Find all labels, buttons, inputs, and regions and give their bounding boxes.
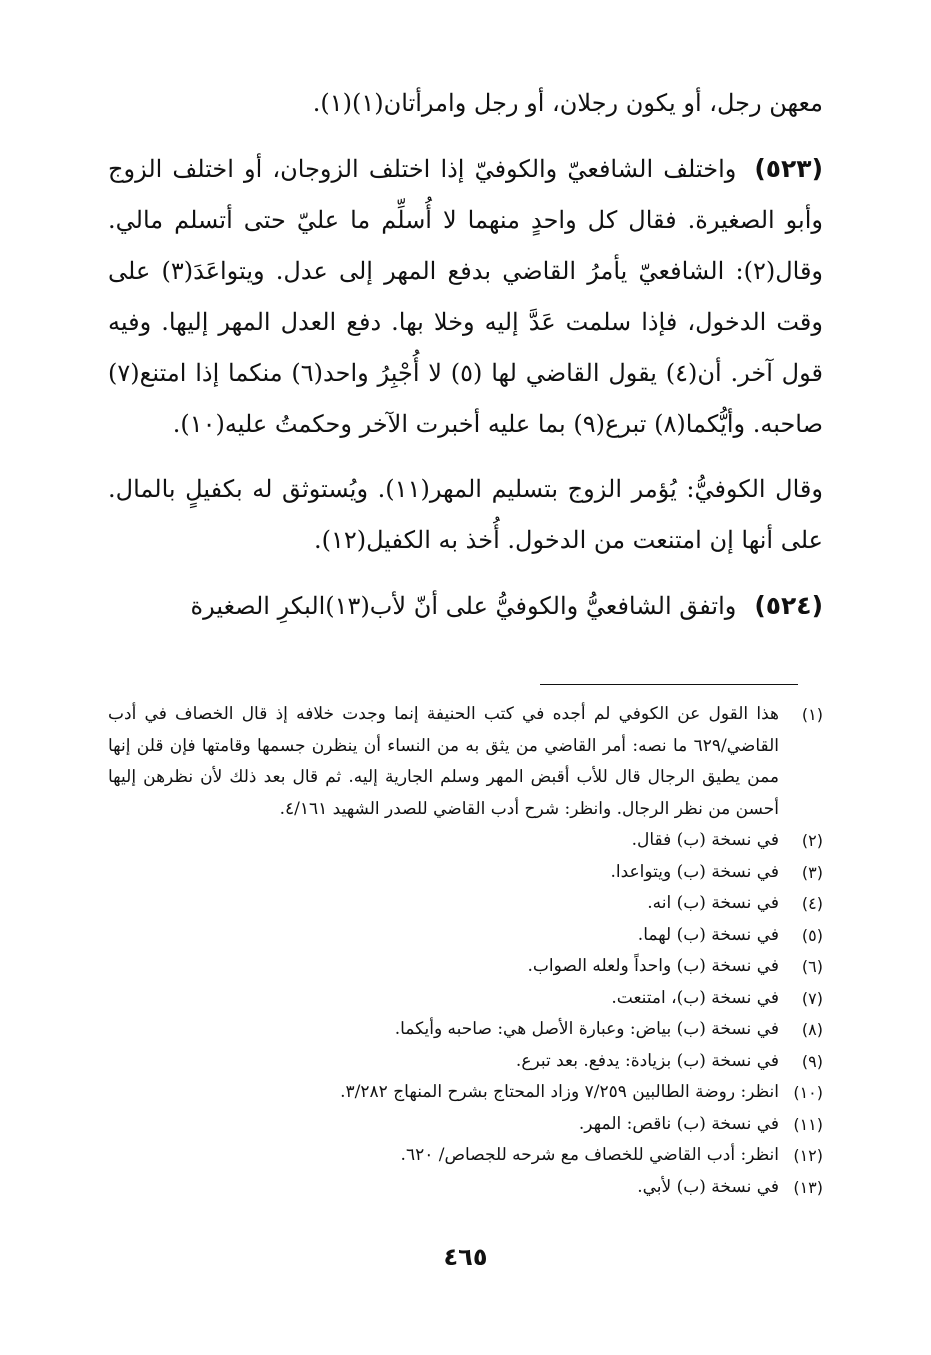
- footnote-text: انظر: روضة الطالبين ٧/٢٥٩ وزاد المحتاج بشرح المنهاج ٣/٢٨٢.: [340, 1082, 779, 1102]
- section-524-number: (٥٢٤): [754, 591, 823, 620]
- section-524-paragraph: [108, 580, 823, 632]
- footnote-number: (٧): [801, 988, 823, 1008]
- footnote-item: [108, 983, 823, 1015]
- intro-paragraph: معهن رجل، أو يكون رجلان، أو رجل وامرأتان(١)(١).: [312, 89, 823, 117]
- footnote-number: (١٢): [793, 1146, 823, 1165]
- footnote-text: في نسخة (ب) واحداً ولعله الصواب.: [527, 956, 779, 976]
- footnote-number: (٩): [801, 1051, 823, 1071]
- footnote-separator: [540, 684, 798, 685]
- footnote-item: [108, 699, 823, 825]
- footnote-number: (٣): [801, 862, 823, 882]
- footnote-item: [108, 1172, 823, 1204]
- footnote-text: هذا القول عن الكوفي لم أجده في كتب الحنيفة إنما وجدت خلافه إذ قال الخصاف في أدب القاضي/٦٢٩ ما نصه: أمر القاضي من يثق به من النساء أن ينظرن جسمها وقامتها فإن قلن إنها ممن يطيق الرجال قال للأب أقبض المهر وسلم الجارية إليه. ثم قال بعد ذلك لأن نظرهن إليها أحسن من نظر الرجال. وانظر: شرح أدب القاضي للصدر الشهيد ٤/١٦١.: [108, 704, 779, 819]
- footnote-text: في نسخة (ب) لهما.: [637, 924, 779, 945]
- footnote-text: في نسخة (ب) لأبي.: [637, 1176, 779, 1197]
- footnote-number: (١٣): [793, 1177, 823, 1197]
- footnote-number: (١١): [793, 1114, 823, 1134]
- footnote-item: [108, 920, 823, 952]
- section-523-paragraph: [108, 143, 823, 450]
- footnote-item: [108, 1077, 823, 1109]
- kufi-paragraph: وقال الكوفيُّ: يُؤمر الزوج بتسليم المهر(١١). ويُستوثق له بكفيلٍ بالمال. على أنها إن امتنعت من الدخول. أُخذ به الكفيل(١٢).: [108, 475, 823, 554]
- footnote-number: (٦): [801, 957, 823, 976]
- footnote-separator-wrap: [108, 684, 823, 685]
- footnote-item: [108, 857, 823, 889]
- section-524-text: واتفق الشافعيُّ والكوفيُّ على أنّ لأب(١٣)البكرِ الصغيرة: [190, 592, 737, 620]
- footnote-text: في نسخة (ب)، امتنعت.: [611, 987, 779, 1008]
- footnote-item: [108, 1014, 823, 1046]
- footnote-item: [108, 1046, 823, 1078]
- footnote-number: (٤): [801, 894, 823, 913]
- footnote-number: (٨): [801, 1020, 823, 1039]
- footnote-number: (١): [801, 705, 823, 724]
- footnote-text: في نسخة (ب) ويتواعدا.: [610, 861, 779, 882]
- footnote-item: [108, 1140, 823, 1172]
- footnote-item: [108, 888, 823, 920]
- footnote-item: [108, 825, 823, 857]
- footnote-text: في نسخة (ب) بياض: وعبارة الأصل هي: صاحبه وأيكما.: [394, 1019, 779, 1039]
- footnote-text: في نسخة (ب) بزيادة: يدفع. بعد تبرع.: [515, 1050, 779, 1071]
- footnote-text: انظر: أدب القاضي للخصاف مع شرحه للجصاص/ ٦٢٠.: [400, 1145, 779, 1165]
- footnote-number: (٥): [801, 925, 823, 945]
- section-523-number: (٥٢٣): [754, 154, 823, 183]
- footnote-number: (٢): [801, 831, 823, 850]
- section-523-text: واختلف الشافعيّ والكوفيّ إذا اختلف الزوجان، أو اختلف الزوج وأبو الصغيرة. فقال كل واحدٍ منهما لا أُسلِّم ما عليّ حتى أتسلم مالي. وقال(٢): الشافعيّ يأمرُ القاضي بدفع المهر إلى عدل. ويتواعَدَ(٣) على وقت الدخول، فإذا سلمت عَدَّ إليه وخلا بها. دفع العدل المهر إليها. وفيه قول آخر. أن(٤) يقول القاضي لها (٥) لا أُجْبِرُ واحد(٦) منكما إذا امتنع(٧) صاحبه. وأيُّكما(٨) تبرع(٩) بما عليه أخبرت الآخر وحكمتُ عليه(١٠).: [108, 155, 824, 438]
- footnotes-list: [108, 699, 823, 1203]
- footnote-number: (١٠): [793, 1083, 823, 1102]
- footnote-text: في نسخة (ب) انه.: [647, 893, 779, 913]
- page-number: ٤٦٥: [443, 1243, 488, 1271]
- footnote-item: [108, 951, 823, 983]
- footnote-text: في نسخة (ب) فقال.: [631, 830, 779, 850]
- footnote-item: [108, 1109, 823, 1141]
- footnote-text: في نسخة (ب) ناقص: المهر.: [578, 1113, 779, 1134]
